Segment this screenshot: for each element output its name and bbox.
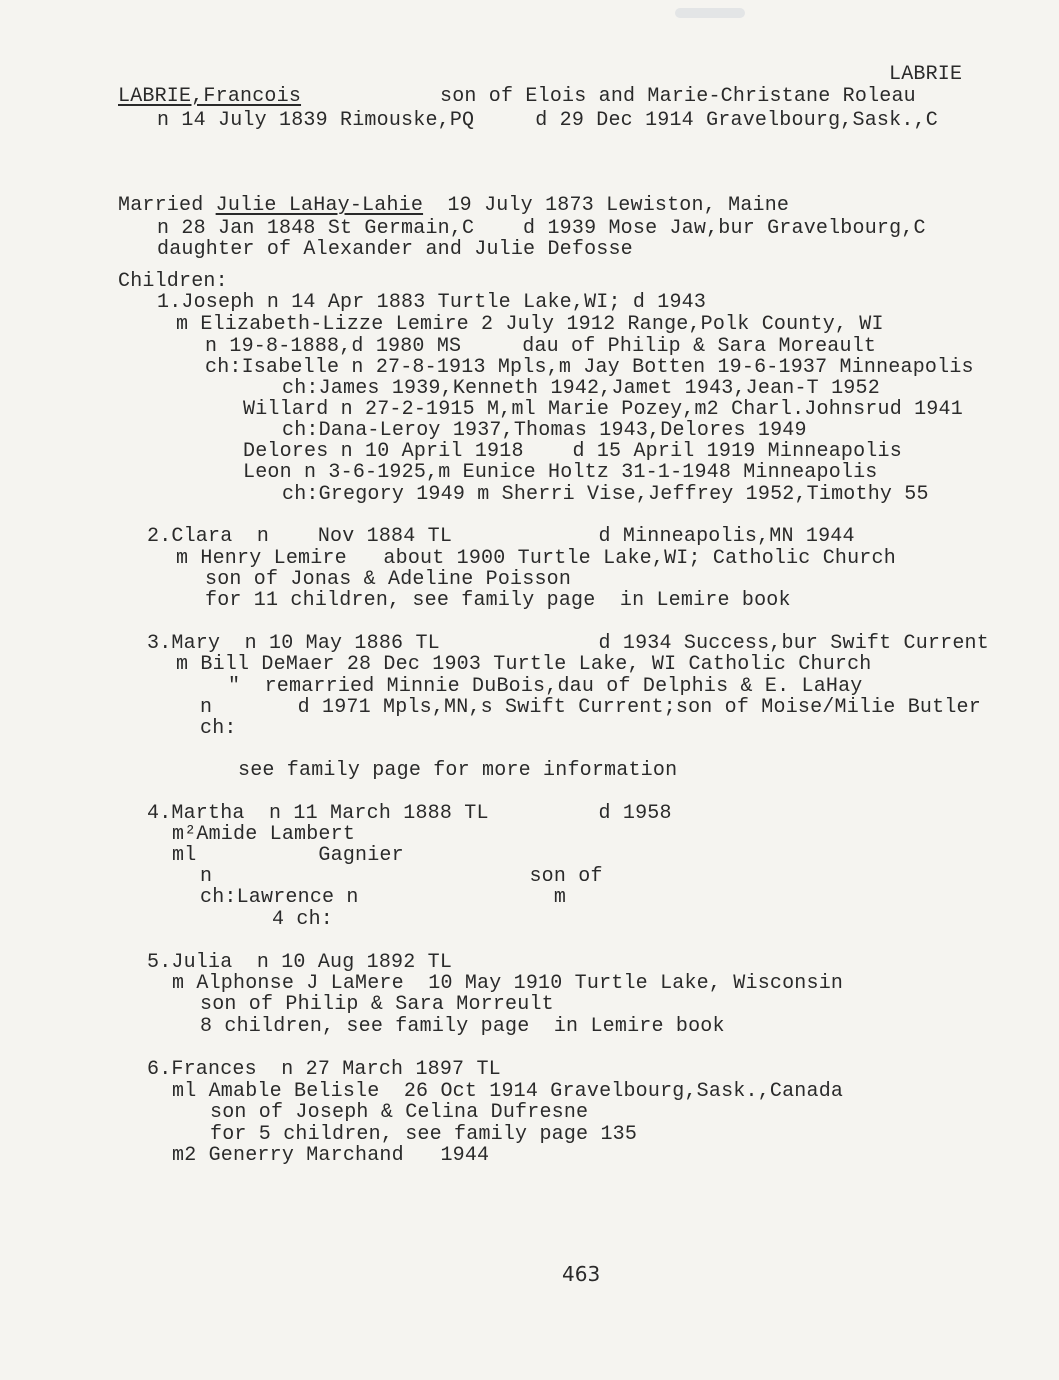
- child-entry-line: m2 Generry Marchand 1944: [172, 1144, 490, 1167]
- child-entry-line: 3.Mary n 10 May 1886 TL d 1934 Success,bur Swift Current: [147, 632, 989, 655]
- child-entry-line: Willard n 27-2-1915 M,ml Marie Pozey,m2 Charl.Johnsrud 1941: [243, 398, 963, 421]
- marriage-line: [118, 195, 789, 217]
- subject-name: LABRIE,Francois: [118, 85, 302, 108]
- child-entry-line: 2.Clara n Nov 1884 TL d Minneapolis,MN 1944: [147, 525, 855, 548]
- spouse-birth-death: n 28 Jan 1848 St Germain,C d 1939 Mose Jaw,bur Gravelbourg,C: [157, 217, 926, 240]
- child-entry-line: m Elizabeth-Lizze Lemire 2 July 1912 Range,Polk County, WI: [176, 313, 884, 336]
- child-entry-line: ch:Isabelle n 27-8-1913 Mpls,m Jay Botten 19-6-1937 Minneapolis: [205, 356, 974, 379]
- child-entry-line: 6.Frances n 27 March 1897 TL: [147, 1058, 501, 1081]
- surname-heading: LABRIE: [889, 63, 963, 86]
- child-entry-line: 4 ch:: [272, 908, 334, 931]
- child-entry-line: son of Joseph & Celina Dufresne: [210, 1101, 589, 1124]
- marriage-prefix: Married: [118, 194, 216, 217]
- child-entry-line: 5.Julia n 10 Aug 1892 TL: [147, 951, 453, 974]
- child-entry-line: son of Philip & Sara Morreult: [200, 993, 554, 1016]
- marriage-details: 19 July 1873 Lewiston, Maine: [423, 194, 790, 217]
- child-entry-line: m Bill DeMaer 28 Dec 1903 Turtle Lake, WI Catholic Church: [176, 653, 872, 676]
- child-entry-line: ml Amable Belisle 26 Oct 1914 Gravelbourg,Sask.,Canada: [172, 1080, 844, 1103]
- child-entry-line: ch:Dana-Leroy 1937,Thomas 1943,Delores 1949: [282, 419, 807, 442]
- child-entry-line: n son of: [200, 865, 603, 888]
- child-entry-line: see family page for more information: [238, 759, 678, 782]
- child-entry-line: Delores n 10 April 1918 d 15 April 1919 Minneapolis: [243, 440, 902, 463]
- children-heading: Children:: [118, 270, 228, 293]
- subject-birth-death: n 14 July 1839 Rimouske,PQ d 29 Dec 1914 Gravelbourg,Sask.,C: [157, 109, 938, 132]
- child-entry-line: m Henry Lemire about 1900 Turtle Lake,WI; Catholic Church: [176, 547, 896, 570]
- child-entry-line: 1.Joseph n 14 Apr 1883 Turtle Lake,WI; d 1943: [157, 291, 707, 314]
- child-entry-line: n 19-8-1888,d 1980 MS dau of Philip & Sara Moreault: [205, 335, 877, 358]
- child-entry-line: m Alphonse J LaMere 10 May 1910 Turtle Lake, Wisconsin: [172, 972, 844, 995]
- child-entry-line: ch:Gregory 1949 m Sherri Vise,Jeffrey 1952,Timothy 55: [282, 483, 929, 506]
- spouse-name: Julie LaHay-Lahie: [215, 194, 424, 217]
- child-entry-line: n d 1971 Mpls,MN,s Swift Current;son of Moise/Milie Butler: [200, 696, 981, 719]
- paper-mark: [675, 8, 745, 18]
- child-entry-line: Leon n 3-6-1925,m Eunice Holtz 31-1-1948 Minneapolis: [243, 461, 878, 484]
- child-entry-line: ml Gagnier: [172, 844, 404, 867]
- child-entry-line: 8 children, see family page in Lemire book: [200, 1015, 725, 1038]
- child-entry-line: for 11 children, see family page in Lemire book: [205, 589, 791, 612]
- child-entry-line: m²Amide Lambert: [172, 823, 356, 846]
- child-entry-line: son of Jonas & Adeline Poisson: [205, 568, 572, 591]
- child-entry-line: ch:: [200, 717, 237, 740]
- child-entry-line: " remarried Minnie DuBois,dau of Delphis & E. LaHay: [228, 675, 863, 698]
- child-entry-line: 4.Martha n 11 March 1888 TL d 1958: [147, 802, 672, 825]
- child-entry-line: ch:James 1939,Kenneth 1942,Jamet 1943,Jean-T 1952: [282, 377, 880, 400]
- spouse-parents: daughter of Alexander and Julie Defosse: [157, 238, 633, 261]
- page-number: 463: [562, 1262, 601, 1286]
- child-entry-line: for 5 children, see family page 135: [210, 1123, 638, 1146]
- subject-parents: son of Elois and Marie-Christane Roleau: [440, 85, 916, 108]
- child-entry-line: ch:Lawrence n m: [200, 886, 567, 909]
